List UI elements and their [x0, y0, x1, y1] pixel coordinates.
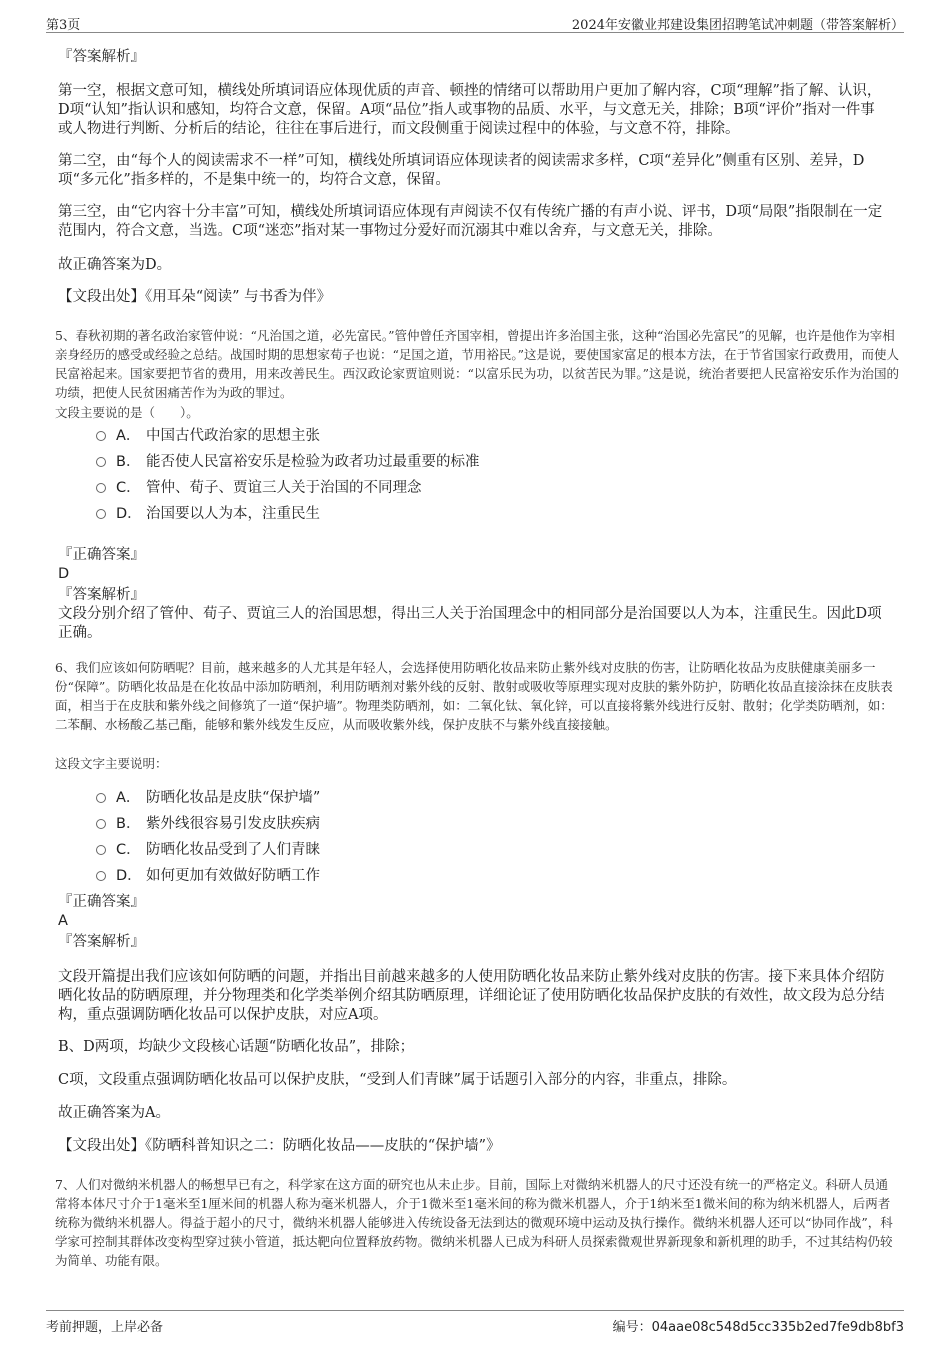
- q6-source: 【文段出处】《防晒科普知识之二：防晒化妆品——皮肤的“保护墙”》: [58, 1138, 501, 1154]
- footer-code-line: [613, 1316, 904, 1335]
- q5-question: 文段主要说的是（ ）。: [55, 405, 199, 420]
- radio-icon[interactable]: [96, 483, 106, 493]
- q5-option-c[interactable]: C． 管仲、荀子、贾谊三人关于治国的不同理念: [96, 478, 422, 498]
- q5-option-a[interactable]: A． 中国古代政治家的思想主张: [96, 426, 320, 446]
- radio-icon[interactable]: [96, 871, 106, 881]
- radio-icon[interactable]: [96, 793, 106, 803]
- radio-icon[interactable]: [96, 819, 106, 829]
- q6-analysis-p3: C项，文段重点强调防晒化妆品可以保护皮肤，“受到人们青睐”属于话题引入部分的内容，非重点，排除。: [58, 1072, 737, 1088]
- q7-stem: 7、人们对微纳米机器人的畅想早已有之，科学家在这方面的研究也从未止步。目前，国际上对微纳米机器人的尺寸还没有统一的严格定义。科研人员通常将本体尺寸介于1毫米至1厘米间的机器人称为毫米机器人，介于1微米至1毫米间的称为微米机器人，介于1纳米至1微米间的称为纳米机器人，后两者统称为微纳米机器人。得益于超小的尺寸，微纳米机器人能够进入传统设备无法到达的微观环境中运动及执行操作。微纳米机器人还可以“协同作战”，科学家可控制其群体改变构型穿过狭小管道，抵达靶向位置释放药物。微纳米机器人已成为科研人员探索微观世界新现象和新机理的助手，不过其结构仍较为简单、功能有限。: [55, 1177, 893, 1268]
- q6-option-c[interactable]: C． 防晒化妆品受到了人们青睐: [96, 840, 320, 860]
- q4-analysis-label: 『答案解析』: [58, 49, 145, 65]
- q6-stem: 6、我们应该如何防晒呢？目前，越来越多的人尤其是年轻人，会选择使用防晒化妆品来防止紫外线对皮肤的伤害，让防晒化妆品为皮肤健康美丽多一份“保障”。防晒化妆品是在化妆品中添加防晒剂，利用防晒剂对紫外线的反射、散射或吸收等原理实现对皮肤的紫外防护，防晒化妆品直接涂抹在皮肤表面，相当于在皮肤和紫外线之间修筑了一道“保护墙”。物理类防晒剂，如：二氧化钛、氧化锌，可以直接将紫外线进行反射、散射；化学类防晒剂，如：二苯酮、水杨酸乙基己酯，能够和紫外线发生反应，从而吸收紫外线，保护皮肤不与紫外线直接接触。: [55, 660, 893, 732]
- q6-conclusion: 故正确答案为A。: [58, 1105, 170, 1121]
- q6-question: 这段文字主要说明：: [55, 756, 168, 771]
- q4-analysis-p3: 第三空，由“它内容十分丰富”可知，横线处所填词语应体现有声阅读不仅有传统广播的有声小说、评书，D项“局限”指限制在一定范围内，符合文意，当选。C项“迷恋”指对某一事物过分爱好而沉溺其中难以舍弃，与文意无关，排除。: [58, 204, 883, 239]
- page-number: 第3页: [46, 18, 81, 33]
- q6-option-b[interactable]: B． 紫外线很容易引发皮肤疾病: [96, 814, 320, 834]
- q5-answer-label: 『正确答案』: [58, 547, 145, 563]
- q5-stem: 5、春秋初期的著名政治家管仲说：“凡治国之道，必先富民。”管仲曾任齐国宰相，曾提出许多治国主张，这种“治国必先富民”的见解，也许是他作为宰相亲身经历的感受或经验之总结。战国时期的思想家荀子也说：“足国之道，节用裕民。”这是说，要使国家富足的根本方法，在于节省国家行政费用，而使人民富裕起来。国家要把节省的费用，用来改善民生。西汉政论家贾谊则说：“以富乐民为功，以贫苦民为罪。”这是说，统治者要把人民富裕安乐作为治国的功绩，把使人民贫困痛苦作为为政的罪过。: [55, 328, 900, 400]
- document-title: 2024年安徽业邦建设集团招聘笔试冲刺题（带答案解析）: [571, 18, 904, 33]
- q6-analysis-p1: 文段开篇提出我们应该如何防晒的问题，并指出目前越来越多的人使用防晒化妆品来防止紫外线对皮肤的伤害。接下来具体介绍防晒化妆品的防晒原理，并分物理类和化学类举例介绍其防晒原理，详细论证了使用防晒化妆品保护皮肤的有效性，故文段为总分结构，重点强调防晒化妆品可以保护皮肤，对应A项。: [58, 969, 885, 1023]
- q6-answer: A: [58, 913, 68, 929]
- q5-analysis-label: 『答案解析』: [58, 587, 145, 603]
- q4-source: 【文段出处】《用耳朵“阅读” 与书香为伴》: [58, 289, 332, 305]
- q6-analysis-label: 『答案解析』: [58, 934, 145, 950]
- q4-conclusion: 故正确答案为D。: [58, 257, 172, 273]
- footer-code-label: 编号：: [612, 1320, 652, 1335]
- q5-option-d[interactable]: D． 治国要以人为本，注重民生: [96, 504, 320, 524]
- page-header: [46, 12, 904, 33]
- q5-analysis: 文段分别介绍了管仲、荀子、贾谊三人的治国思想，得出三人关于治国理念中的相同部分是治国要以人为本，注重民生。因此D项正确。: [58, 606, 882, 641]
- radio-icon[interactable]: [96, 509, 106, 519]
- q4-analysis-p1: 第一空，根据文意可知，横线处所填词语应体现优质的声音、顿挫的情绪可以帮助用户更加了解内容，C项“理解”指了解、认识，D项“认知”指认识和感知，均符合文意，保留。A项“品位”指人或事物的品质、水平，与文意无关，排除；B项“评价”指对一件事或人物进行判断、分析后的结论，往往在事后进行，而文段侧重于阅读过程中的体验，与文意不符，排除。: [58, 83, 882, 137]
- page-footer: [46, 1310, 904, 1335]
- q6-analysis-p2: B、D两项，均缺少文段核心话题“防晒化妆品”，排除；: [58, 1039, 415, 1055]
- q6-option-a[interactable]: A． 防晒化妆品是皮肤“保护墙”: [96, 788, 320, 808]
- q6-answer-label: 『正确答案』: [58, 894, 145, 910]
- radio-icon[interactable]: [96, 431, 106, 441]
- footer-code: 04aae08c548d5cc335b2ed7fe9db8bf3: [651, 1320, 904, 1335]
- q4-analysis-p2: 第二空，由“每个人的阅读需求不一样”可知，横线处所填词语应体现读者的阅读需求多样，C项“差异化”侧重有区别、差异，D项“多元化”指多样的，不是集中统一的，均符合文意，保留。: [58, 153, 865, 188]
- radio-icon[interactable]: [96, 845, 106, 855]
- footer-slogan: 考前押题，上岸必备: [46, 1320, 164, 1335]
- q5-option-b[interactable]: B． 能否使人民富裕安乐是检验为政者功过最重要的标准: [96, 452, 480, 472]
- q6-option-d[interactable]: D． 如何更加有效做好防晒工作: [96, 866, 320, 886]
- radio-icon[interactable]: [96, 457, 106, 467]
- q5-answer: D: [58, 566, 70, 582]
